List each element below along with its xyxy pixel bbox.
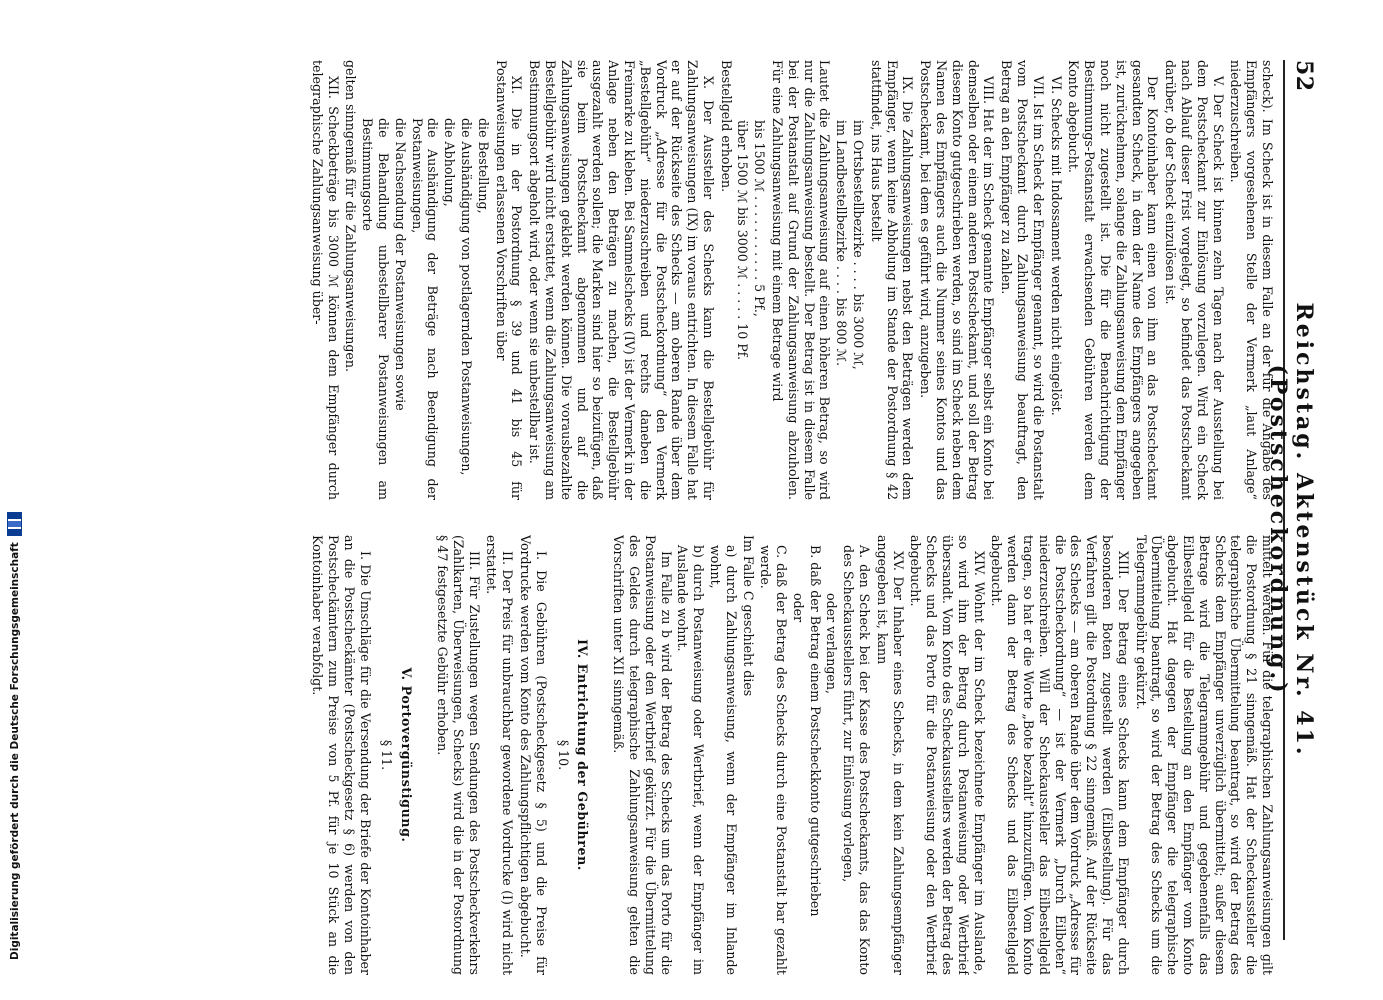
text-paragraph: VIII. Hat der im Scheck genannte Empfänger selbst ein Konto bei demselben oder einem anderen Postscheckamt, und soll der Betrag diesem Konto gutgeschrieben werden, so sind im Scheck neben dem Namen des Empfängers auch die Nummer seines Kontos und das Postscheckamt, bei dem es geführt wird, anzugeben. <box>918 60 997 500</box>
text-paragraph: I. Die Gebühren (Postscheckgesetz § 5) und die Preise für Vordrucke werden vom Konto des Zahlungspflichtigen abgebucht. <box>517 535 549 975</box>
list-item: A. den Scheck bei der Kasse des Postscheckamts, das das Konto des Scheckausstellers führt, zur Einlösung vorlegen, <box>841 545 873 975</box>
section-heading: IV. Entrichtung der Gebühren. <box>575 639 591 871</box>
right-text-column <box>155 535 1275 975</box>
paragraph-number: § 11. <box>379 739 395 771</box>
fee-line: bis 1500 ℳ . . . . . . . . . . . 5 Pf., <box>752 120 768 317</box>
page-title: Reichstag. Aktenstück Nr. 41. (Postscheckordnung.) <box>1265 302 1317 758</box>
credit-text: Digitalisierung gefördert durch die Deutsche Forschungsgemeinschaft <box>8 542 21 960</box>
fee-line: über 1500 ℳ bis 3000 ℳ . . . . . 10 Pf. <box>735 120 751 361</box>
list-item: oder verlangen, <box>824 593 840 694</box>
text-paragraph: VI. Schecks mit Indossament werden nicht eingelöst. <box>1048 76 1064 416</box>
text-paragraph: II. Der Preis für unbrauchbar gewordene Vordrucke (I) wird nicht erstattet. <box>484 535 516 975</box>
left-text-column <box>155 60 1275 500</box>
text-paragraph: Im Falle zu b wird der Betrag des Schecks um das Porto für die Postanweisung oder den Wertbrief gekürzt. Für die Übermittelung des Geldes durch telegraphische Zahlungsanweisung gelten die Vorschriften unter XII sinngemäß. <box>611 535 674 975</box>
text-paragraph: Im Falle C geschieht dies <box>741 535 757 697</box>
text-paragraph: scheck). Im Scheck ist in diesem Falle an der für die Angabe des Empfängers vorgesehenen Stelle der Vermerk „laut Anlage“ niederzuschreiben. <box>1228 60 1275 500</box>
section-heading: V. Portovergünstigung. <box>399 667 415 843</box>
list-item: C. daß der Betrag des Schecks durch eine Postanstalt bar gezahlt werde. <box>758 545 790 975</box>
text-paragraph: mittelt werden. Für die telegraphischen Zahlungsanweisungen gilt die Postordnung § 21 sinngemäß. Hat der Scheckaussteller die telegraphische Übermittelung beantragt, so wird der Betrag des Schecks dem Empfänger unverzüglich übermittelt; außer diesem Betrage wird die Telegrammgebühr und gegebenenfalls das Eilbestellgeld für die Bestellung an den Empfänger vom Konto abgebucht. Hat dagegen der Empfänger die telegraphische Übermittelung beantragt, so wird der Betrag des Schecks um die Telegrammgebühr gekürzt. <box>1133 535 1275 975</box>
list-item: die Abholung, <box>442 118 458 207</box>
fee-line: im Ortsbestellbezirke . . . . bis 3000 ℳ, <box>851 120 867 370</box>
text-paragraph: V. Der Scheck ist binnen zehn Tagen nach der Ausstellung bei dem Postscheckamt zur Einlösung vorzulegen. Wird ein Scheck nach Ablauf dieser Frist vorgelegt, so befindet das Postscheckamt darüber, ob der Scheck einzulösen ist. <box>1163 60 1226 500</box>
dfg-credit <box>7 512 22 960</box>
text-paragraph: XI. Die in der Postordnung § 39 und 41 bis 45 für Postanweisungen erlassenen Vorschriften über <box>493 60 525 500</box>
text-paragraph: I. Die Umschläge für die Versendung der Briefe der Kontoinhaber an die Postscheckämter (Postscheckgesetz § 6) werden von den Postscheckämtern zum Preise von 5 Pf. für je 10 Stück an die Kontoinhaber verabfolgt. <box>310 535 373 975</box>
text-paragraph: XIV. Wohnt der im Scheck bezeichnete Empfänger im Auslande, so wird ihm der Betrag durch Postanweisung oder Wertbrief übersandt. Vom Konto des Scheckausstellers werden der Betrag des Schecks und das Porto für die Postanweisung oder den Wertbrief abgebucht. <box>908 535 987 975</box>
text-paragraph: XIII. Der Betrag eines Schecks kann dem Empfänger durch besonderen Boten zugestellt werden (Eilbestellung). Für das Verfahren gilt die Postordnung § 22 sinngemäß. Auf der Rückseite des Schecks — am oberen Rande über dem Vordruck „Adresse für die Postscheckordnung“ — ist der Vermerk „Durch Eilboten“ niederzuschreiben. Will der Scheckaussteller das Eilbestellgeld tragen, so hat er die Worte „Bote bezahlt“ hinzuzufügen. Vom Konto werden dann der Betrag des Schecks und das Eilbestellgeld abgebucht. <box>989 535 1131 975</box>
text-paragraph: Lautet die Zahlungsanweisung auf einen höheren Betrag, so wird nur die Zahlungsanweisung bestellt. Der Betrag ist in diesem Falle bei der Postanstalt auf Grund der Zahlungsanweisung abzuholen. Für eine Zahlungsanweisung mit einem Betrage wird <box>770 60 833 500</box>
list-item: die Behandlung unbestellbarer Postanweisungen am Bestimmungsorte <box>360 118 391 500</box>
paragraph-number: § 10. <box>555 739 571 771</box>
page-number: 52 <box>1291 60 1317 92</box>
list-item: B. daß der Betrag einem Postscheckkonto gutgeschrieben <box>807 545 823 917</box>
text-paragraph: X. Der Aussteller des Schecks kann die Bestellgebühr für Zahlungsanweisungen (IX) im voraus entrichten. In diesem Falle hat er auf der Rückseite des Schecks — am oberen Rande über dem Vordruck „Adresse für die Postscheckordnung“ den Vermerk „Bestellgebühr“ niederzuschreiben und rechts daneben die Freimarke zu kleben. Bei Sammelschecks (IV) ist der Vermerk in der Anlage neben den Beträgen zu machen, die Bestellgebühr ausgezahlt werden sollen; die Marken sind hier so beizufügen, daß sie beim Postscheckamt abgenommen und auf die Zahlungsanweisungen geklebt werden können. Die vorausbezahlte Bestellgebühr wird nicht erstattet, wenn die Zahlungsanweisung am Bestimmungsort abgeholt wird, oder wenn sie unbestellbar ist. <box>527 60 716 500</box>
fee-line: im Landbestellbezirke . . . . bis 800 ℳ. <box>834 120 850 366</box>
page-header <box>1265 60 1321 940</box>
text-paragraph: VII. Ist im Scheck der Empfänger genannt, so wird die Postanstalt vom Postscheckamt durch Zahlungsanweisung beauftragt, den Betrag an den Empfänger zu zahlen. <box>999 60 1046 500</box>
text-paragraph: XV. Der Inhaber eines Schecks, in dem kein Zahlungsempfänger angegeben ist, kann <box>874 535 906 975</box>
list-item: die Aushändigung der Beträge nach Beendigung der Postanweisungen, <box>409 118 441 500</box>
text-paragraph: XII. Scheckbeträge bis 3000 ℳ können dem Empfänger durch telegraphische Zahlungsanweisung über- <box>309 60 341 500</box>
list-item: die Bestellung, <box>475 118 491 214</box>
dfg-logo-icon <box>7 512 22 536</box>
text-paragraph: IX. Die Zahlungsanweisungen nebst den Beträgen werden dem Empfänger, wenn keine Abholung im Stande der Postordnung § 42 stattfindet, ins Haus bestellt <box>868 60 916 500</box>
list-item: a) durch Zahlungsanweisung, wenn der Empfänger im Inlande wohnt, <box>707 545 739 975</box>
list-item: die Nachsendung der Postanweisungen sowie <box>392 118 408 411</box>
list-item: oder <box>790 593 806 623</box>
list-item: die Aushändigung von postlagernden Postanweisungen, <box>458 118 474 476</box>
text-paragraph: III. Für Zustellungen wegen Sendungen des Postscheckverkehrs (Zahlkarten, Überweisungen, Schecks) wird die in der Postordnung § 47 festgesetzte Gebühr erhoben. <box>434 535 482 975</box>
text-paragraph: Der Kontoinhaber kann einen von ihm an das Postscheckamt gesandten Scheck, in dem der Name des Empfängers angegeben ist, zurücknehmen, solange die Zahlungsanweisung dem Empfänger noch nicht zugestellt ist. Die für die Benachrichtigung der Bestimmungs-Postanstalt erwachsenden Gebühren werden dem Konto abgebucht. <box>1066 60 1161 500</box>
list-item: b) durch Postanweisung oder Wertbrief, wenn der Empfänger im Auslande wohnt. <box>675 545 707 975</box>
text-paragraph: gelten sinngemäß für die Zahlungsanweisungen. <box>343 60 359 372</box>
text-paragraph: Bestellgeld erhoben. <box>718 60 734 193</box>
